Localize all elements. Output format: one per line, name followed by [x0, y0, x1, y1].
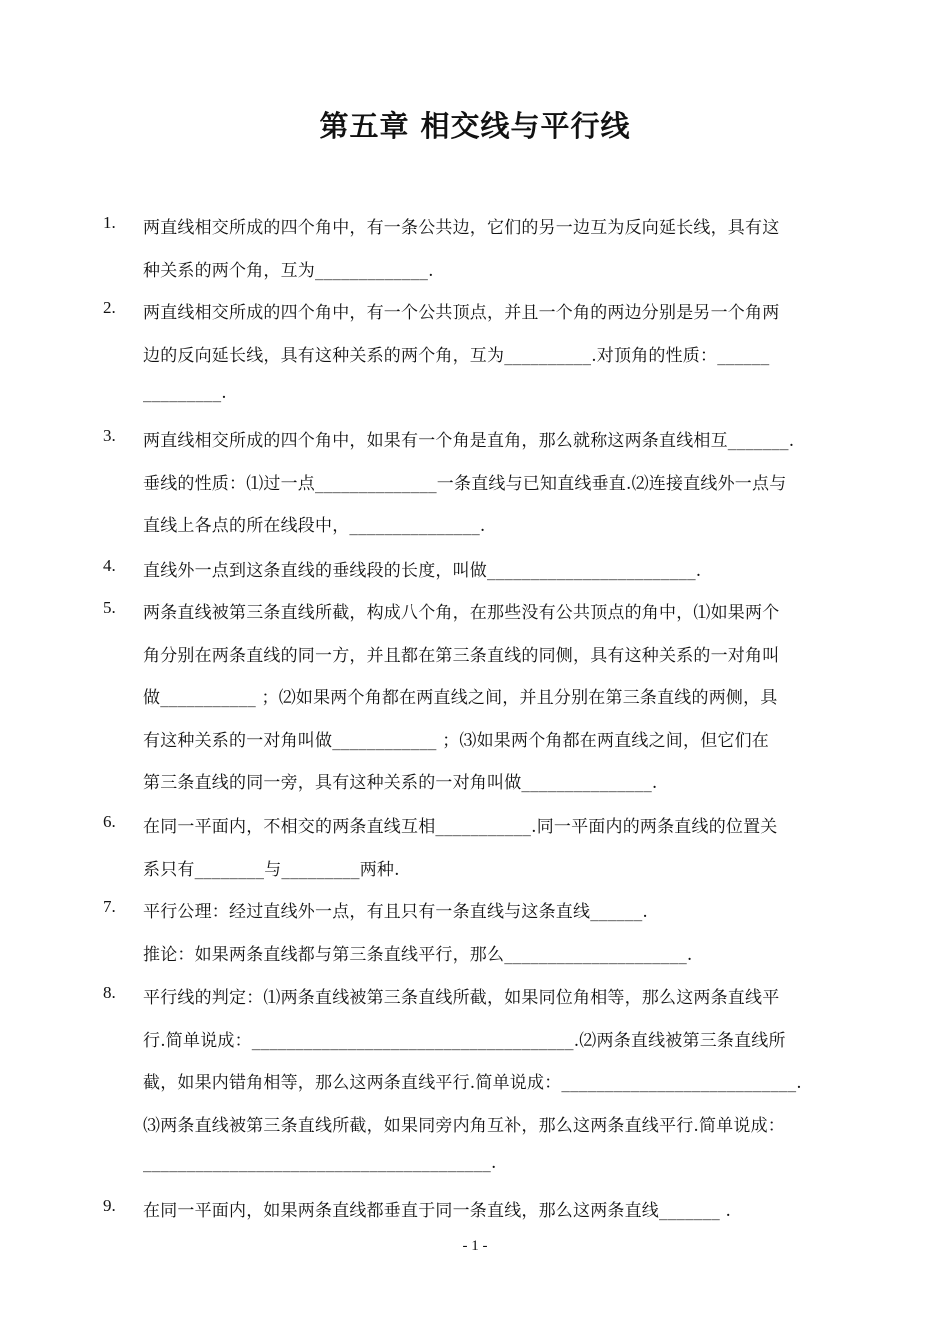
- question-number: 7.: [103, 897, 116, 916]
- question-text-line: 在同一平面内，如果两条直线都垂直于同一条直线，那么这两条直线_______ .: [143, 1201, 732, 1221]
- page-number: - 1 -: [462, 1238, 488, 1254]
- question-text-line: 两条直线被第三条直线所截，构成八个角，在那些没有公共顶点的角中，⑴如果两个: [143, 603, 780, 623]
- question-number: 9.: [103, 1196, 116, 1215]
- question-text-line: 垂线的性质：⑴过一点______________一条直线与已知直线垂直.⑵连接直线外一点与: [143, 473, 787, 494]
- question-text-line: _________.: [143, 383, 227, 403]
- question-text-line: 推论：如果两条直线都与第三条直线平行，那么_____________________.: [143, 944, 693, 965]
- question-number: 4.: [103, 556, 116, 575]
- question-text-line: 直线外一点到这条直线的垂线段的长度，叫做________________________.: [143, 561, 702, 581]
- question-text-line: 在同一平面内，不相交的两条直线互相___________.同一平面内的两条直线的位置关: [143, 817, 778, 837]
- question-text-line: 平行公理：经过直线外一点，有且只有一条直线与这条直线______.: [143, 902, 649, 922]
- question-text-line: 系只有________与_________两种.: [143, 859, 400, 880]
- question-text-line: 第三条直线的同一旁，具有这种关系的一对角叫做_______________.: [143, 773, 658, 793]
- page-title: 第五章 相交线与平行线: [319, 109, 631, 143]
- question-text-line: 种关系的两个角，互为_____________.: [143, 260, 434, 281]
- question-number: 8.: [103, 983, 116, 1002]
- question-text-line: 两直线相交所成的四个角中，有一个公共顶点，并且一个角的两边分别是另一个角两: [143, 303, 780, 323]
- question-text-line: 边的反向延长线，具有这种关系的两个角，互为__________.对顶角的性质：______: [143, 345, 770, 366]
- question-text-line: 平行线的判定：⑴两条直线被第三条直线所截，如果同位角相等，那么这两条直线平: [143, 988, 780, 1008]
- question-text-line: ⑶两条直线被第三条直线所截，如果同旁内角互补，那么这两条直线平行.简单说成：: [143, 1115, 786, 1136]
- question-number: 2.: [103, 298, 116, 317]
- question-number: 1.: [103, 213, 116, 232]
- question-text-line: 做___________ ；⑵如果两个角都在两直线之间，并且分别在第三条直线的两侧，具: [143, 688, 778, 708]
- question-text-line: 有这种关系的一对角叫做____________ ；⑶如果两个角都在两直线之间，但它们在: [143, 730, 770, 751]
- question-text-line: 两直线相交所成的四个角中，如果有一个角是直角，那么就称这两条直线相互_______.: [143, 431, 795, 451]
- question-number: 3.: [103, 426, 116, 445]
- question-text-line: 行.简单说成：_____________________________________.⑵两条直线被第三条直线所: [143, 1030, 786, 1051]
- question-text-line: 两直线相交所成的四个角中，有一条公共边，它们的另一边互为反向延长线，具有这: [143, 218, 780, 238]
- question-number: 6.: [103, 812, 116, 831]
- question-text-line: 直线上各点的所在线段中，_______________.: [143, 516, 486, 536]
- question-text-line: 角分别在两条直线的同一方，并且都在第三条直线的同侧，具有这种关系的一对角叫: [143, 645, 780, 666]
- question-text-line: 截，如果内错角相等，那么这两条直线平行.简单说成：___________________________.: [143, 1073, 802, 1093]
- question-number: 5.: [103, 598, 116, 617]
- question-text-line: ________________________________________.: [143, 1153, 497, 1173]
